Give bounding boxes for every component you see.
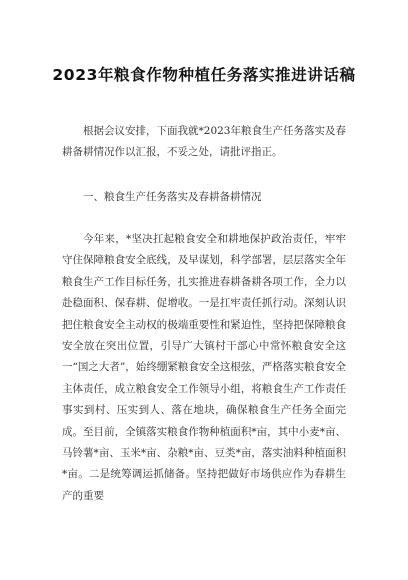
intro-paragraph: 根据会议安排，下面我就*2023年粮食生产任务落实及春耕备耕情况作以汇报，不妥之处，请批评指正。 bbox=[62, 125, 346, 159]
body-paragraph: 今年来，*坚决扛起粮食安全和耕地保护政治责任，牢牢守住保障粮食安全底线，及早谋划，科学部署，层层落实全年粮食生产工作目标任务，扎实推进春耕备耕各项工作，全力以赴稳面积、保春耕、促增收。一是扛牢责任抓行动。深刻认识把住粮食安全主动权的极端重要性和紧迫性，坚持把保障粮食安全放在突出位置，引导广大镇村干部心中常怀粮食安全这一“国之大者”，始终绷紧粮食安全这根弦，严格落实粮食安全主体责任，成立粮食安全工作领导小组，将粮食生产工作责任事实到村、压实到人、落在地块，确保粮食生产任务全面完成。至目前，全镇落实粮食作物种植面积*亩，其中小麦*亩、马铃薯*亩、玉米*亩、杂粮*亩、豆类*亩，落实油料种植面积*亩。二是统筹调运抓储备。坚持把做好市场供应作为春耕生产的重要 bbox=[62, 233, 346, 502]
document-title: 2023年粮食作物种植任务落实推进讲话稿 bbox=[52, 66, 356, 84]
section-heading: 一、粮食生产任务落实及春耕备耕情况 bbox=[83, 191, 262, 203]
